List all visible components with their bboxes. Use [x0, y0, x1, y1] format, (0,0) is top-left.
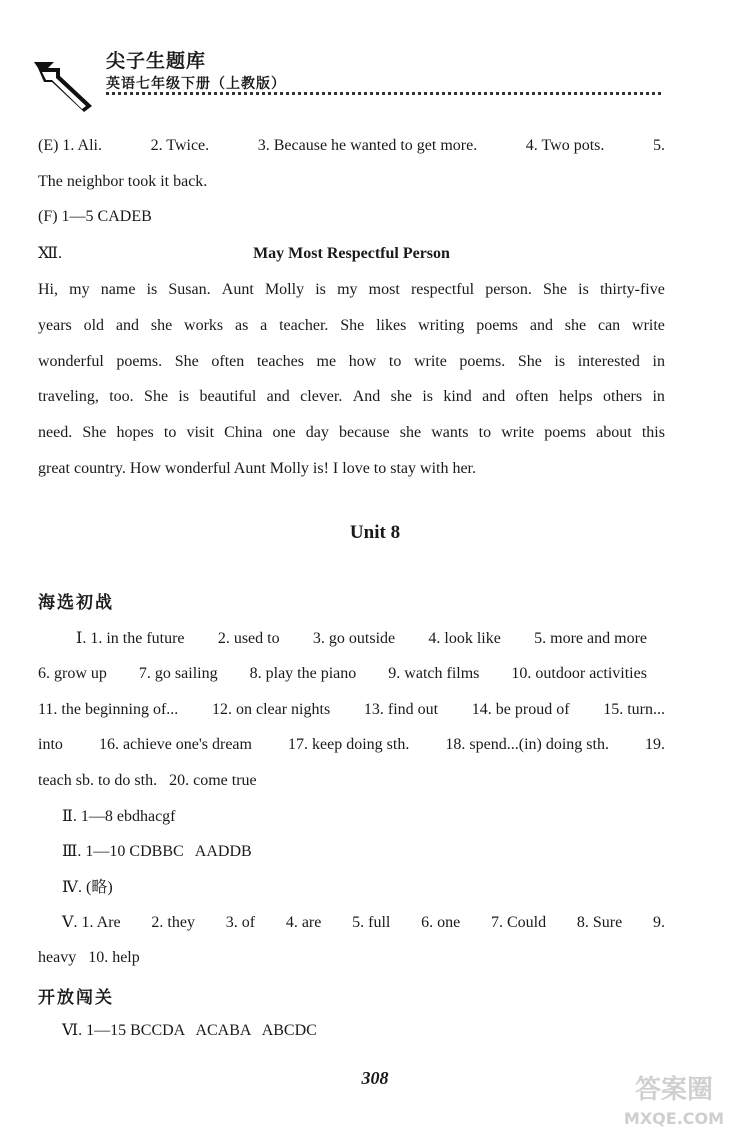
answer-item: 13. find out [363, 701, 439, 718]
essay-word: old [83, 317, 105, 334]
essay-word: write [501, 424, 535, 441]
answer-item: 17. keep doing sth. [288, 736, 410, 753]
essay-word: visit [186, 424, 215, 441]
essay-word: is [422, 388, 433, 405]
essay-word: Susan. [168, 281, 211, 298]
arrow-logo-icon [30, 42, 100, 112]
answer-line-ii: Ⅱ. 1—8 ebdhacgf [62, 808, 176, 825]
essay-word: kind [443, 388, 472, 405]
essay-word: in [652, 388, 665, 405]
essay-word: is [146, 281, 158, 298]
essay-word: to [163, 424, 177, 441]
essay-word: this [641, 424, 665, 441]
essay-word: She [340, 317, 365, 334]
essay-word: often [515, 388, 549, 405]
header-divider [106, 92, 661, 95]
page-number: 308 [361, 1068, 389, 1088]
answer-item: into [38, 736, 63, 753]
essay-word: write [632, 317, 665, 334]
answer-item: 8. Sure [576, 914, 623, 931]
essay-word: wonderful [38, 353, 104, 370]
section-numeral: Ⅻ. [38, 245, 63, 262]
answer-item: 6. grow up [38, 665, 107, 682]
answer-item: 18. spend...(in) doing sth. [445, 736, 609, 753]
essay-word: my [337, 281, 358, 298]
essay-word: my [69, 281, 90, 298]
essay-word: one [272, 424, 296, 441]
essay-word: respectful [410, 281, 475, 298]
essay-word: teaches [256, 353, 304, 370]
answer-item: 11. the beginning of... [38, 701, 179, 718]
part2-heading: 开放闯关 [38, 988, 114, 1008]
essay-word: She [543, 281, 567, 298]
watermark-bottom: MXQE.COM [623, 1109, 725, 1128]
answer-item: 4. Two pots. [525, 137, 605, 154]
essay-word: she [564, 317, 587, 334]
section-xii-heading [38, 244, 665, 264]
essay-word: teacher. [279, 317, 329, 334]
essay-word: beautiful [199, 388, 257, 405]
answer-item: 19. [645, 736, 665, 753]
answer-line-iii: Ⅲ. 1—10 CDBBC AADDB [62, 843, 252, 860]
essay-word: poems [544, 424, 587, 441]
essay-word: how [348, 353, 377, 370]
page-header [30, 42, 670, 112]
essay-word: to [478, 424, 492, 441]
essay-word: she [399, 424, 422, 441]
answer-line-iv: Ⅳ. (略) [62, 879, 113, 896]
book-title: 英语七年级下册（上教版） [106, 76, 286, 92]
essay-word: is [315, 281, 326, 298]
essay-word: And [352, 388, 381, 405]
essay-word: Aunt [221, 281, 254, 298]
essay-word: Molly [264, 281, 305, 298]
answer-item: 5. more and more [534, 630, 647, 647]
essay-last-line: great country. How wonderful Aunt Molly is! I love to stay with her. [38, 460, 476, 477]
essay-word: Hi, [38, 281, 58, 298]
answer-line-i4 [38, 735, 665, 755]
answer-item: 2. used to [217, 630, 280, 647]
essay-word: most [368, 281, 400, 298]
essay-word: and [266, 388, 290, 405]
essay-word: about [596, 424, 632, 441]
essay-line [38, 316, 665, 336]
answer-line-e1 [38, 136, 665, 156]
essay-word: she [390, 388, 412, 405]
essay-word: thirty-five [599, 281, 665, 298]
essay-word: years [38, 317, 72, 334]
essay-word: poems. [459, 353, 506, 370]
essay-word: clever. [300, 388, 343, 405]
answer-item: 8. play the piano [249, 665, 357, 682]
answer-item: Ⅰ. 1. in the future [76, 630, 185, 647]
answer-line-i3 [38, 700, 665, 720]
essay-word: day [305, 424, 329, 441]
answer-item: 12. on clear nights [211, 701, 331, 718]
essay-word: a [260, 317, 268, 334]
answer-item: 14. be proud of [471, 701, 570, 718]
essay-word: often [211, 353, 245, 370]
essay-title: May Most Respectful Person [253, 245, 450, 262]
essay-word: others [603, 388, 643, 405]
answer-line-f: (F) 1—5 CADEB [38, 208, 152, 225]
essay-word: in [652, 353, 665, 370]
answer-item: 2. they [151, 914, 195, 931]
answer-line-i5: teach sb. to do sth. 20. come true [38, 772, 257, 789]
essay-word: and [115, 317, 140, 334]
essay-word: to [388, 353, 402, 370]
unit-title: Unit 8 [349, 522, 401, 543]
answer-item: 5. full [352, 914, 391, 931]
answer-line-vi: Ⅵ. 1—15 BCCDA ACABA ABCDC [62, 1022, 317, 1039]
essay-word: need. [38, 424, 73, 441]
answer-item: (E) 1. Ali. [38, 137, 102, 154]
essay-word: interested [577, 353, 640, 370]
answer-item: 9. watch films [388, 665, 480, 682]
answer-item: 2. Twice. [150, 137, 210, 154]
essay-word: poems. [116, 353, 163, 370]
essay-line [38, 280, 665, 300]
essay-word: because [338, 424, 390, 441]
essay-word: poems [476, 317, 518, 334]
essay-word: can [597, 317, 621, 334]
essay-word: She [174, 353, 199, 370]
essay-word: is [178, 388, 190, 405]
essay-word: she [150, 317, 173, 334]
essay-word: me [316, 353, 337, 370]
essay-word: wants [431, 424, 469, 441]
answer-line-e2: The neighbor took it back. [38, 173, 208, 190]
answer-item: 15. turn... [603, 701, 665, 718]
essay-word: write [413, 353, 447, 370]
answer-line-i2 [38, 664, 647, 684]
answer-item: 3. go outside [312, 630, 396, 647]
part1-heading: 海选初战 [38, 593, 114, 613]
answer-item: 7. Could [490, 914, 547, 931]
answer-item: 3. of [225, 914, 256, 931]
answer-item: 3. Because he wanted to get more. [257, 137, 478, 154]
essay-word: works [184, 317, 224, 334]
essay-word: and [482, 388, 506, 405]
essay-word: is [578, 281, 589, 298]
answer-item: 5. [652, 137, 665, 154]
answer-item: 7. go sailing [138, 665, 218, 682]
answer-item: 4. are [285, 914, 322, 931]
answer-line-v1 [62, 913, 665, 933]
answer-item: Ⅴ. 1. Are [62, 914, 121, 931]
essay-word: name [100, 281, 136, 298]
answer-line-v2: heavy 10. help [38, 949, 140, 966]
answer-item: 16. achieve one's dream [98, 736, 252, 753]
essay-word: She [144, 388, 169, 405]
essay-line [38, 352, 665, 372]
watermark-top: 答案圈 [634, 1075, 714, 1105]
answer-item: 6. one [421, 914, 461, 931]
watermark-logo [604, 1064, 744, 1134]
essay-word: and [529, 317, 553, 334]
answer-line-i1 [76, 629, 647, 649]
essay-word: writing [418, 317, 465, 334]
essay-word: She [517, 353, 542, 370]
series-title: 尖子生题库 [106, 50, 207, 72]
essay-word: traveling, [38, 388, 99, 405]
answer-item: 10. outdoor activities [511, 665, 647, 682]
essay-word: China [224, 424, 263, 441]
essay-line [38, 387, 665, 407]
essay-word: likes [376, 317, 407, 334]
essay-line [38, 423, 665, 443]
essay-word: person. [485, 281, 532, 298]
essay-word: too. [109, 388, 134, 405]
answer-item: 4. look like [428, 630, 501, 647]
essay-word: helps [558, 388, 593, 405]
answer-item: 9. [652, 914, 665, 931]
essay-word: as [234, 317, 249, 334]
essay-word: She [82, 424, 107, 441]
essay-word: hopes [116, 424, 154, 441]
essay-word: is [554, 353, 566, 370]
